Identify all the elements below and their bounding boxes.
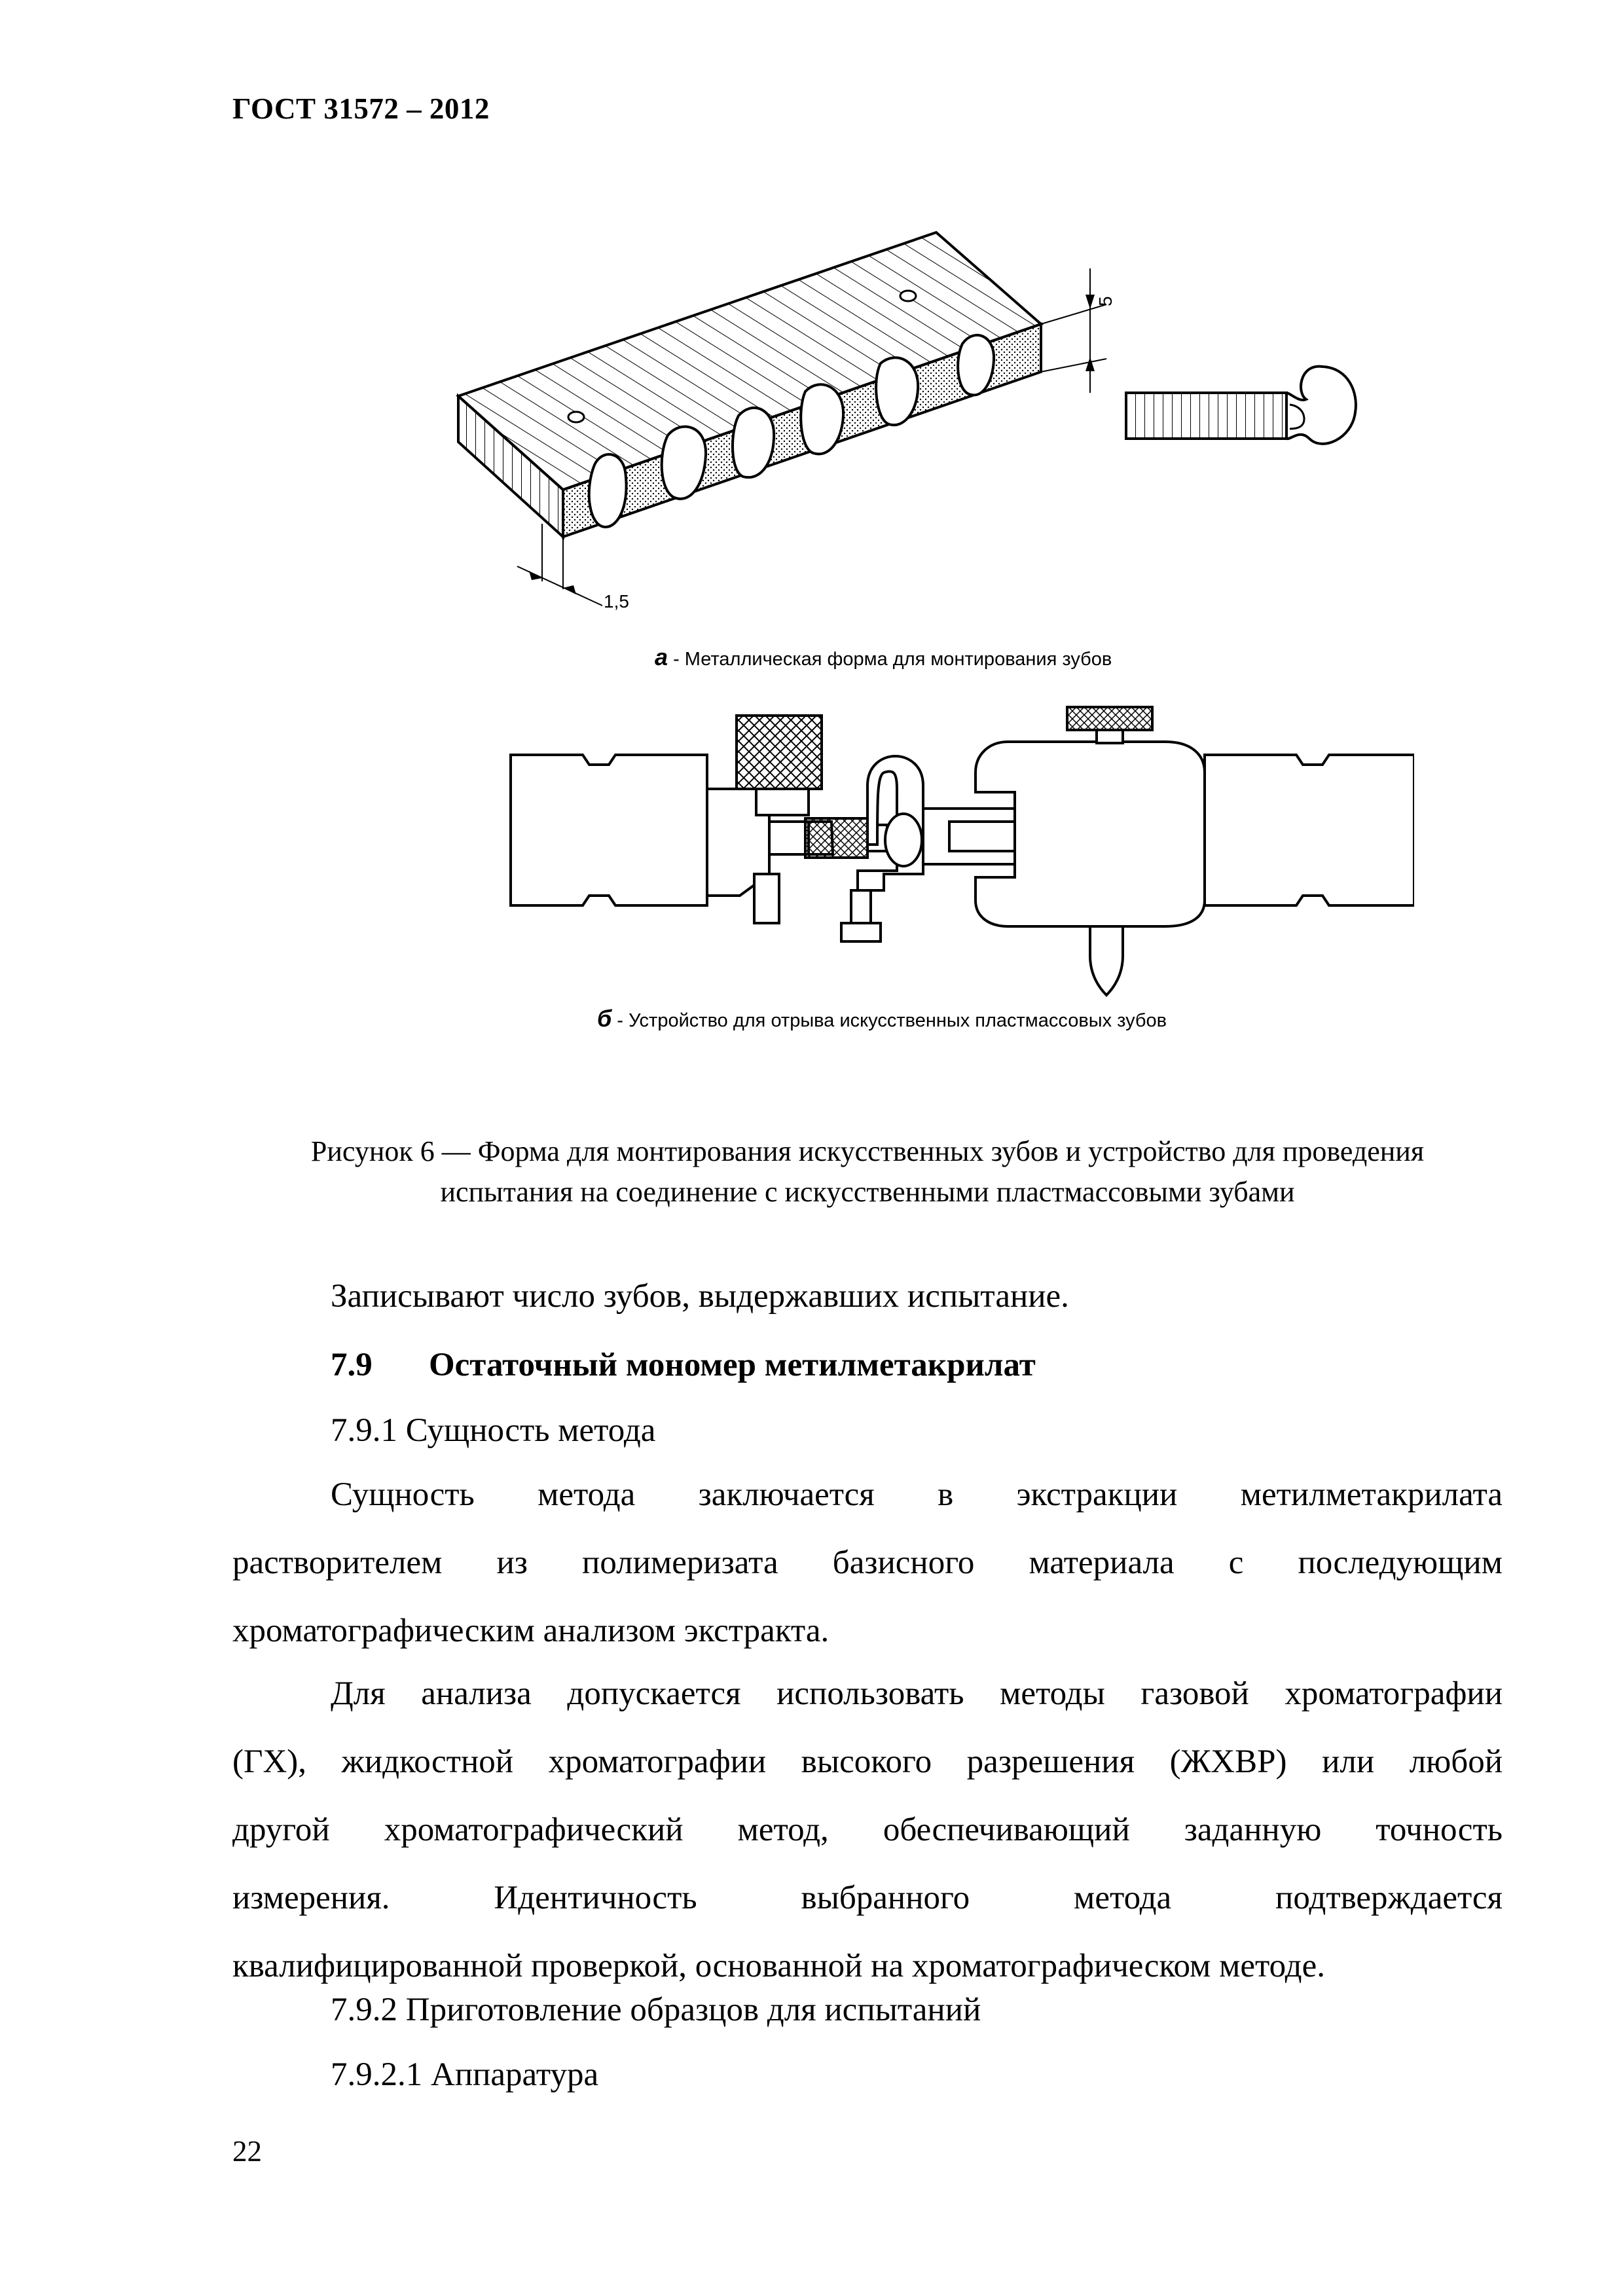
figure-6-drawing <box>393 196 1414 1048</box>
metal-mould-drawing <box>458 232 1356 606</box>
tear-off-device-drawing <box>511 707 1414 995</box>
text-line: другой хроматографический метод, обеспечивающий заданную точность <box>232 1812 1503 1848</box>
text-line: (ГХ), жидкостной хроматографии высокого разрешения (ЖХВР) или любой <box>232 1743 1503 1780</box>
figure-6 <box>393 196 1414 1048</box>
paragraph-method-essence <box>232 1461 1503 1665</box>
text-line: Сущность метода заключается в экстракции метилметакрилата <box>331 1476 1503 1513</box>
document-code: ГОСТ 31572 – 2012 <box>232 92 490 125</box>
figure-caption-line-1: Рисунок 6 — Форма для монтирования искусственных зубов и устройство для проведения <box>310 1135 1425 1167</box>
text-line: Для анализа допускается использовать методы газовой хроматографии <box>331 1675 1503 1712</box>
figure-caption <box>232 1131 1503 1212</box>
text-line: квалифицированной проверкой, основанной на хроматографическом методе. <box>232 1948 1325 1984</box>
figure-part-a-letter: а <box>655 644 668 670</box>
text-line: измерения. Идентичность выбранного метода подтверждается <box>232 1880 1503 1916</box>
figure-part-b-caption <box>597 1005 1167 1032</box>
figure-part-a-text: - Металлическая форма для монтирования зубов <box>668 649 1112 670</box>
text-line: растворителем из полимеризата базисного материала с последующим <box>232 1544 1503 1581</box>
section-number: 7.9 <box>331 1347 373 1383</box>
paragraph-teeth-count: Записывают число зубов, выдержавших испытание. <box>331 1278 1069 1315</box>
paragraph-chromatography <box>232 1660 1503 2000</box>
figure-part-b-letter: б <box>597 1005 612 1032</box>
figure-caption-line-2: испытания на соединение с искусственными пластмассовыми зубами <box>440 1176 1295 1208</box>
page-number: 22 <box>232 2135 262 2168</box>
subsection-7-9-1: 7.9.1 Сущность метода <box>331 1412 656 1449</box>
dimension-5: 5 <box>1095 296 1116 306</box>
text-line: хроматографическим анализом экстракта. <box>232 1613 830 1649</box>
tooth-specimen <box>1126 367 1356 444</box>
subsection-7-9-2: 7.9.2 Приготовление образцов для испытаний <box>331 1992 981 2028</box>
figure-part-a-caption <box>655 644 1112 671</box>
dimension-1-5: 1,5 <box>604 591 629 611</box>
section-heading-7-9 <box>232 1331 1503 1399</box>
section-title: Остаточный мономер метилметакрилат <box>429 1347 1036 1383</box>
figure-part-b-text: - Устройство для отрыва искусственных пластмассовых зубов <box>611 1010 1167 1031</box>
subsection-7-9-2-1: 7.9.2.1 Аппаратура <box>331 2056 599 2093</box>
